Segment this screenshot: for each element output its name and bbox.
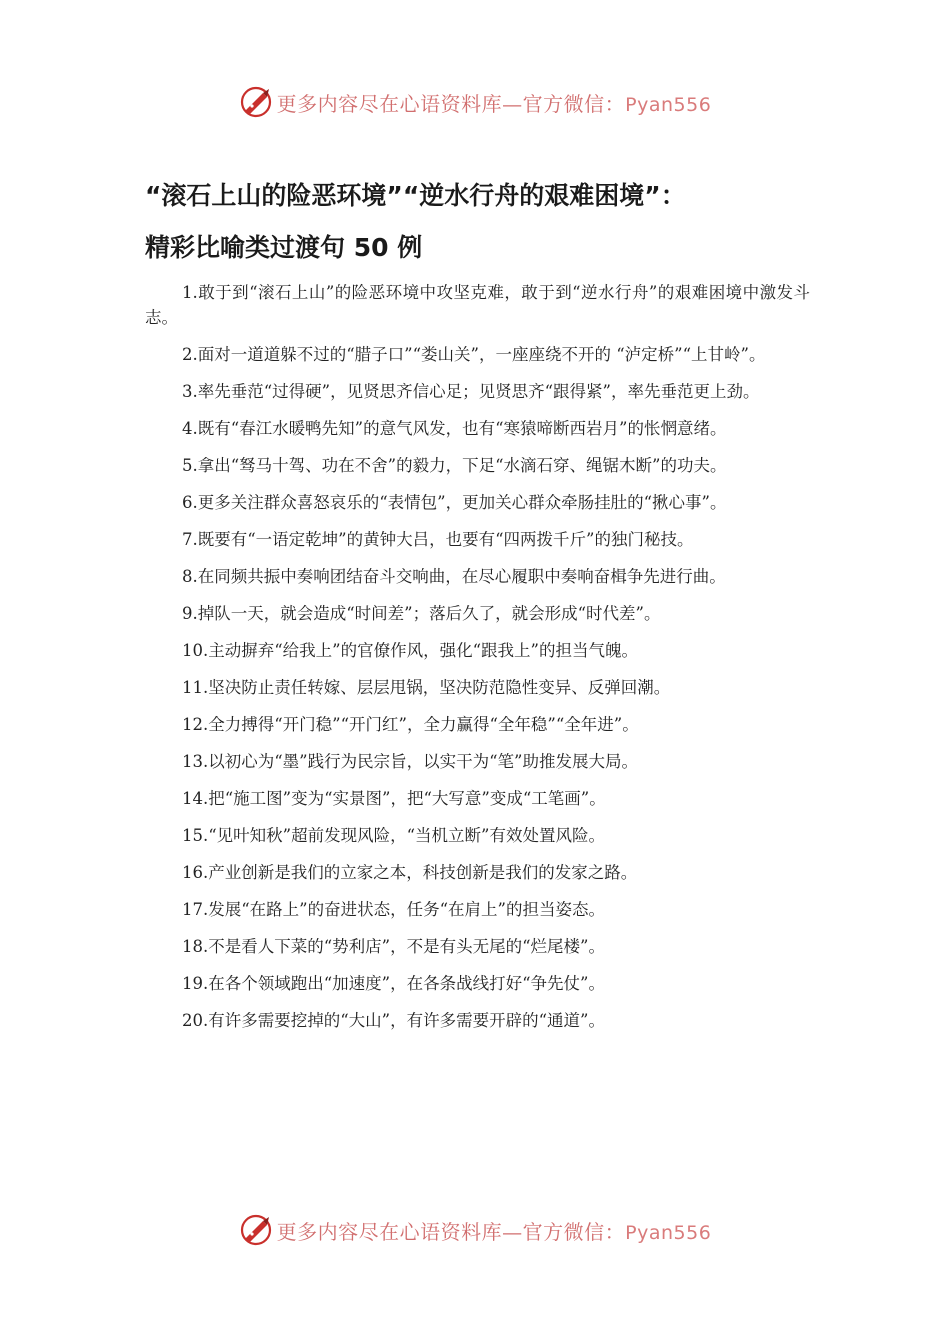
header-banner <box>0 82 950 122</box>
list-item: 6.更多关注群众喜怒哀乐的“表情包”，更加关心群众牵肠挂肚的“揪心事”。 <box>182 493 727 512</box>
banner-text: 更多内容尽在心语资料库—官方微信：Pyan556 <box>276 1219 712 1244</box>
footer-banner <box>0 1210 950 1250</box>
list-item: 12.全力搏得“开门稳”“开门红”，全力赢得“全年稳”“全年进”。 <box>182 715 639 734</box>
list-item: 3.率先垂范“过得硬”，见贤思齐信心足；见贤思齐“跟得紧”，率先垂范更上劲。 <box>182 382 760 401</box>
list-item: 10.主动摒弃“给我上”的官僚作风，强化“跟我上”的担当气魄。 <box>182 641 638 660</box>
list-item: 7.既要有“一语定乾坤”的黄钟大吕，也要有“四两拨千斤”的独门秘技。 <box>182 530 694 549</box>
page-title <box>145 170 815 274</box>
wechat-id: Pyan556 <box>625 1221 712 1244</box>
list-item: 11.坚决防止责任转嫁、层层甩锅，坚决防范隐性变异、反弹回潮。 <box>182 678 671 697</box>
title-line-1: “滚石上山的险恶环境”“逆水行舟的艰难困境”： <box>145 181 686 210</box>
list-item: 20.有许多需要挖掉的“大山”，有许多需要开辟的“通道”。 <box>182 1011 605 1030</box>
title-line-2: 精彩比喻类过渡句 50 例 <box>145 233 423 262</box>
list-item: 14.把“施工图”变为“实景图”，把“大写意”变成“工笔画”。 <box>182 789 606 808</box>
list-item: 18.不是看人下菜的“势利店”，不是有头无尾的“烂尾楼”。 <box>182 937 605 956</box>
banner-text: 更多内容尽在心语资料库—官方微信：Pyan556 <box>276 91 712 116</box>
pen-nib-logo-icon <box>239 85 273 119</box>
list-item: 15.“见叶知秋”超前发现风险，“当机立断”有效处置风险。 <box>182 826 605 845</box>
list-item: 5.拿出“驽马十驾、功在不舍”的毅力，下足“水滴石穿、绳锯木断”的功夫。 <box>182 456 727 475</box>
list-item: 8.在同频共振中奏响团结奋斗交响曲，在尽心履职中奏响奋楫争先进行曲。 <box>182 567 726 586</box>
list-item: 17.发展“在路上”的奋进状态，任务“在肩上”的担当姿态。 <box>182 900 605 919</box>
list-item: 2.面对一道道躲不过的“腊子口”“娄山关”，一座座绕不开的 “泸定桥”“上甘岭”。 <box>182 345 766 364</box>
pen-nib-logo-icon <box>239 1213 273 1247</box>
list-item: 1.敢于到“滚石上山”的险恶环境中攻坚克难，敢于到“逆水行舟”的艰难困境中激发斗志。 <box>145 283 810 327</box>
list-item: 16.产业创新是我们的立家之本，科技创新是我们的发家之路。 <box>182 863 638 882</box>
list-item: 13.以初心为“墨”践行为民宗旨，以实干为“笔”助推发展大局。 <box>182 752 638 771</box>
wechat-id: Pyan556 <box>625 93 712 116</box>
list-item: 9.掉队一天，就会造成“时间差”；落后久了，就会形成“时代差”。 <box>182 604 661 623</box>
list-item: 19.在各个领域跑出“加速度”，在各条战线打好“争先仗”。 <box>182 974 605 993</box>
list-item: 4.既有“春江水暖鸭先知”的意气风发，也有“寒猿啼断西岩月”的怅惘意绪。 <box>182 419 727 438</box>
examples-list <box>145 280 810 1045</box>
